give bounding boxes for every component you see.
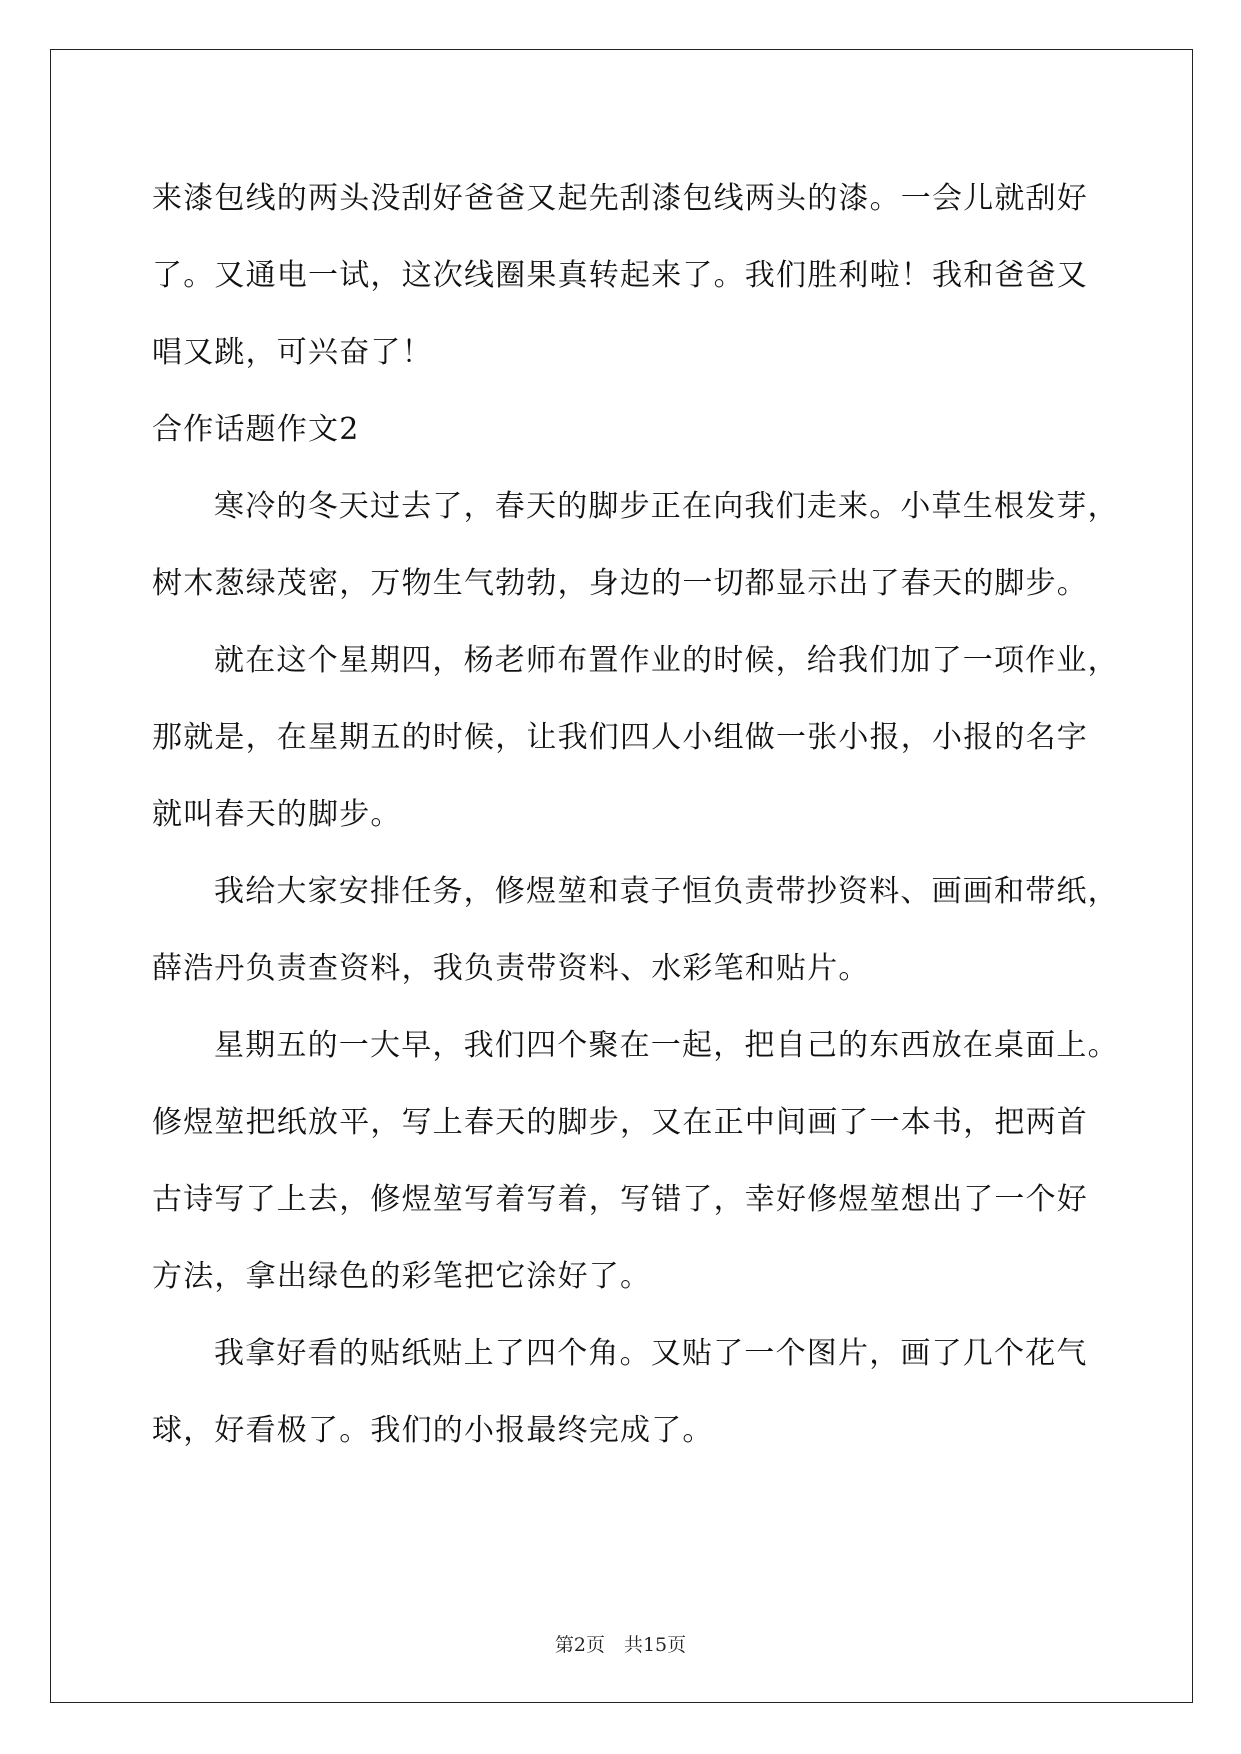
text-line: 树木葱绿茂密，万物生气勃勃，身边的一切都显示出了春天的脚步。 [152,566,1088,601]
text-line: 方法，拿出绿色的彩笔把它涂好了。 [152,1259,652,1294]
text-line: 了。又通电一试，这次线圈果真转起来了。我们胜利啦！我和爸爸又 [152,258,1088,293]
text-line: 就叫春天的脚步。 [152,797,402,832]
document-body [152,160,1119,1469]
page-number-footer: 第2页 共15页 [554,1634,687,1656]
text-line: 古诗写了上去，修煜堃写着写着，写错了，幸好修煜堃想出了一个好 [152,1182,1088,1217]
paragraph-first-line: 我拿好看的贴纸贴上了四个角。又贴了一个图片，画了几个花气 [214,1336,1088,1371]
paragraph-first-line: 我给大家安排任务，修煜堃和袁子恒负责带抄资料、画画和带纸， [214,874,1119,909]
text-line: 薛浩丹负责查资料，我负责带资料、水彩笔和贴片。 [152,951,870,986]
text-line: 球，好看极了。我们的小报最终完成了。 [152,1413,714,1448]
section-heading: 合作话题作文2 [152,412,360,447]
text-line: 唱又跳，可兴奋了！ [152,335,433,370]
text-line: 来漆包线的两头没刮好爸爸又起先刮漆包线两头的漆。一会儿就刮好 [152,181,1088,216]
paragraph-first-line: 就在这个星期四，杨老师布置作业的时候，给我们加了一项作业， [214,643,1119,678]
paragraph-first-line: 星期五的一大早，我们四个聚在一起，把自己的东西放在桌面上。 [214,1028,1119,1063]
text-line: 那就是，在星期五的时候，让我们四人小组做一张小报，小报的名字 [152,720,1088,755]
text-line: 修煜堃把纸放平，写上春天的脚步，又在正中间画了一本书，把两首 [152,1105,1088,1140]
paragraph-first-line: 寒冷的冬天过去了，春天的脚步正在向我们走来。小草生根发芽， [214,489,1119,524]
